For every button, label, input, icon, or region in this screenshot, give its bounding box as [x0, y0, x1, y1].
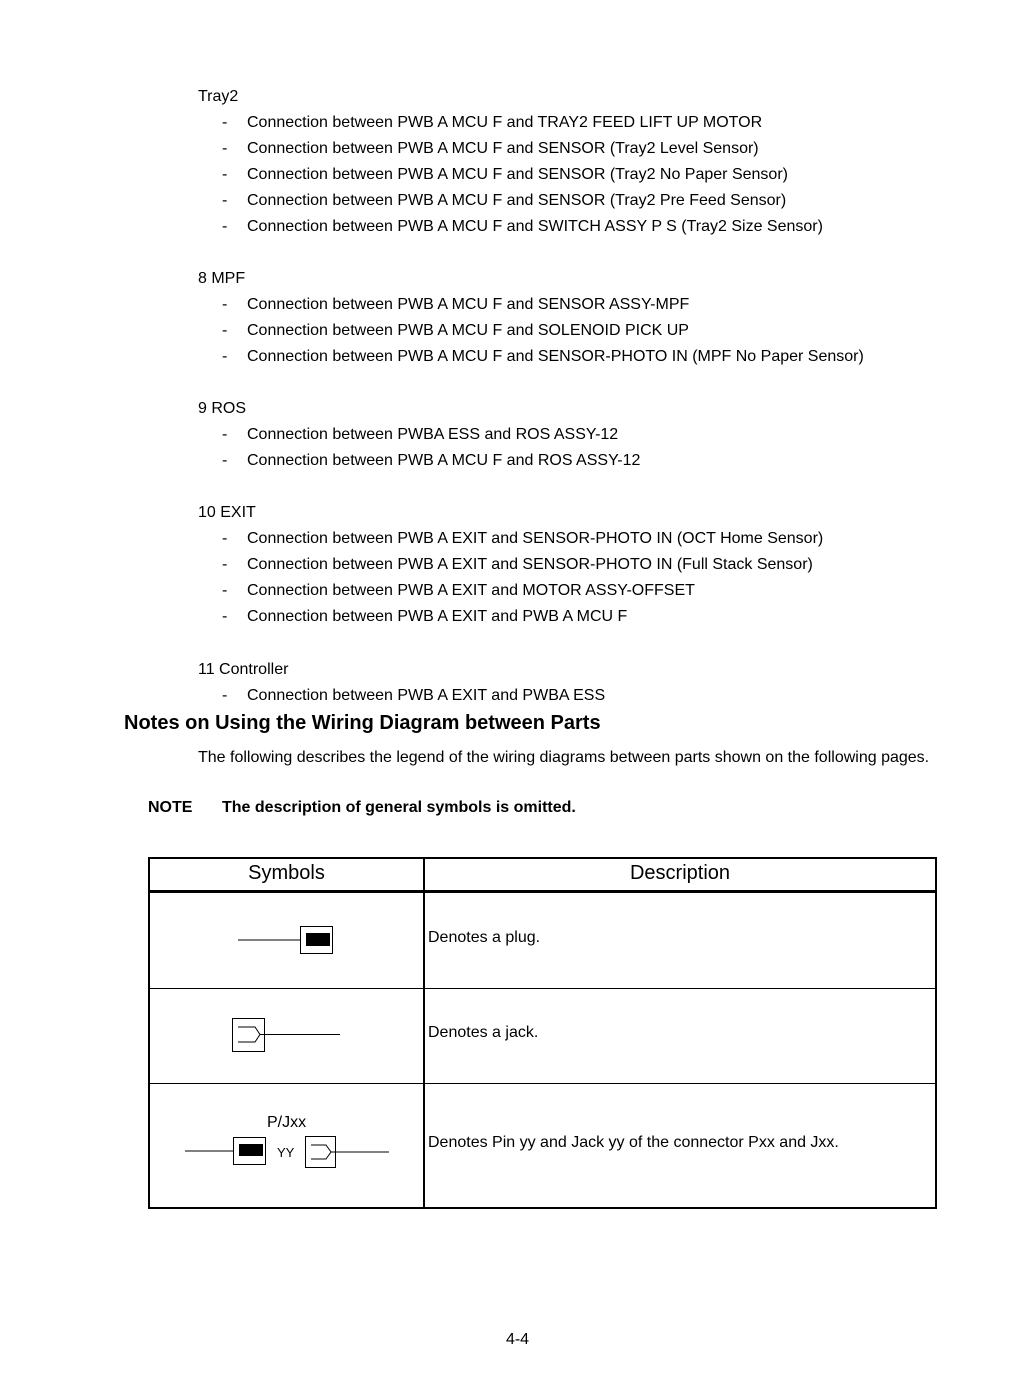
note-text: The description of general symbols is omitted.: [222, 799, 576, 816]
bullet-dash: -: [222, 218, 228, 235]
bullet-dash: -: [222, 556, 228, 573]
table-header-description: Description: [629, 862, 731, 884]
list-item: [198, 292, 690, 318]
list-item-text: Connection between PWB A MCU F and SENSOR-PHOTO IN (MPF No Paper Sensor): [247, 348, 864, 365]
list-item: [198, 683, 606, 709]
intro-paragraph: The following describes the legend of the wiring diagrams between parts shown on the following pages.: [198, 749, 930, 766]
legend-table: [148, 857, 937, 1209]
list-item: [198, 448, 641, 474]
list-item: [198, 578, 695, 604]
connector-label: P/Jxx: [267, 1114, 307, 1131]
section-title: 10 EXIT: [198, 504, 256, 521]
list-item-text: Connection between PWB A EXIT and PWB A MCU F: [247, 608, 628, 625]
bullet-dash: -: [222, 452, 228, 469]
table-column-divider: [423, 857, 425, 1209]
table-border-right: [935, 857, 937, 1209]
list-item: [198, 188, 787, 214]
list-item: [198, 318, 689, 344]
bullet-dash: -: [222, 296, 228, 313]
bullet-dash: -: [222, 426, 228, 443]
jack-symbol: [231, 1017, 341, 1053]
list-item-text: Connection between PWB A MCU F and ROS ASSY-12: [247, 452, 641, 469]
bullet-dash: -: [222, 348, 228, 365]
section-title: Tray2: [198, 88, 239, 105]
section-title: 9 ROS: [198, 400, 247, 417]
bullet-dash: -: [222, 140, 228, 157]
list-item-text: Connection between PWB A MCU F and SENSOR (Tray2 Level Sensor): [247, 140, 759, 157]
bullet-dash: -: [222, 608, 228, 625]
description-cell: Denotes Pin yy and Jack yy of the connector Pxx and Jxx.: [428, 1134, 839, 1151]
list-item: [198, 214, 823, 240]
table-border-left: [148, 857, 150, 1209]
list-item: [198, 526, 824, 552]
list-item-text: Connection between PWB A MCU F and SENSOR ASSY-MPF: [247, 296, 690, 313]
list-item-text: Connection between PWB A MCU F and SOLENOID PICK UP: [247, 322, 689, 339]
description-cell: Denotes a jack.: [428, 1024, 539, 1041]
section-heading: Notes on Using the Wiring Diagram between Parts: [124, 712, 601, 734]
page-number: 4-4: [505, 1331, 530, 1348]
description-cell: Denotes a plug.: [428, 929, 541, 946]
list-item: [198, 604, 628, 630]
bullet-dash: -: [222, 166, 228, 183]
section-title: 11 Controller: [198, 661, 289, 678]
list-item: [198, 110, 763, 136]
list-item-text: Connection between PWB A MCU F and TRAY2 FEED LIFT UP MOTOR: [247, 114, 763, 131]
section-ros: [198, 396, 641, 474]
bullet-dash: -: [222, 114, 228, 131]
table-row-divider: [148, 1083, 937, 1084]
list-item-text: Connection between PWB A MCU F and SENSOR (Tray2 Pre Feed Sensor): [247, 192, 787, 209]
table-row-divider: [148, 988, 937, 989]
list-item-text: Connection between PWBA ESS and ROS ASSY-12: [247, 426, 619, 443]
section-exit: [198, 500, 824, 630]
list-item: [198, 422, 619, 448]
list-item: [198, 136, 759, 162]
section-mpf: [198, 266, 864, 370]
section-controller: [198, 657, 606, 709]
table-header-symbols: Symbols: [248, 862, 325, 884]
bullet-dash: -: [222, 530, 228, 547]
note-label: NOTE: [148, 799, 193, 816]
plug-symbol: [238, 925, 334, 955]
jack-symbol: [304, 1135, 390, 1169]
bullet-dash: -: [222, 687, 228, 704]
list-item-text: Connection between PWB A MCU F and SWITCH ASSY P S (Tray2 Size Sensor): [247, 218, 823, 235]
list-item: [198, 344, 864, 370]
list-item-text: Connection between PWB A EXIT and PWBA ESS: [247, 687, 606, 704]
list-item-text: Connection between PWB A EXIT and SENSOR-PHOTO IN (OCT Home Sensor): [247, 530, 824, 547]
list-item: [198, 552, 813, 578]
bullet-dash: -: [222, 322, 228, 339]
section-tray2: [198, 84, 823, 240]
list-item-text: Connection between PWB A EXIT and MOTOR ASSY-OFFSET: [247, 582, 695, 599]
pin-label: YY: [277, 1145, 295, 1160]
list-item-text: Connection between PWB A EXIT and SENSOR-PHOTO IN (Full Stack Sensor): [247, 556, 813, 573]
bullet-dash: -: [222, 582, 228, 599]
list-item: [198, 162, 788, 188]
table-border-bottom: [148, 1207, 937, 1209]
list-item-text: Connection between PWB A MCU F and SENSOR (Tray2 No Paper Sensor): [247, 166, 788, 183]
section-title: 8 MPF: [198, 270, 246, 287]
bullet-dash: -: [222, 192, 228, 209]
plug-symbol: [185, 1136, 267, 1166]
